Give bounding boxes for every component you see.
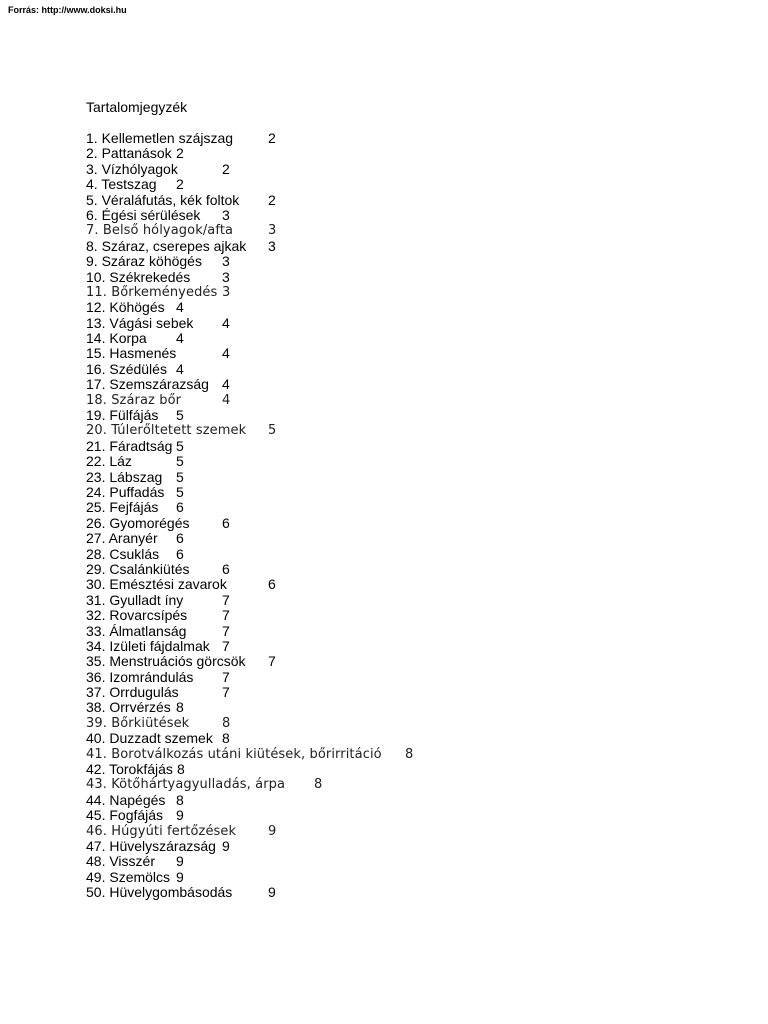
source-line: Forrás: http://www.doksi.hu [8,5,127,15]
toc-entry-label: 24. Puffadás [86,483,165,500]
toc-entry-page: 5 [176,407,184,424]
toc-entry [86,747,686,762]
toc-entry-label: 1. Kellemetlen szájszag [86,130,234,146]
toc-entry-page: 4 [176,360,184,377]
toc-entry-label: 38. Orrvérzés [86,699,171,716]
toc-entry [86,762,686,777]
toc-entry [86,639,686,654]
toc-entry [86,562,686,577]
toc-entry-label: 30. Emésztési zavarok [86,576,227,593]
toc-entry-page: 8 [222,715,231,731]
toc-entry [86,177,686,192]
toc-entry [86,593,686,608]
toc-entry-page: 9 [176,868,184,885]
toc-entry-page: 8 [222,730,230,747]
toc-entry [86,146,686,161]
toc-entry-label: 47. Hüvelyszárazság [86,837,216,854]
toc-entry-label: 42. Torokfájás [86,761,173,778]
toc-entry-page: 7 [222,668,230,685]
toc-entry-label: 49. Szemölcs [86,868,171,885]
toc-entry-page: 3 [222,268,230,285]
toc-entry-page: 7 [222,637,230,654]
toc-entry-page: 4 [176,299,184,316]
toc-entry-page: 8 [177,761,185,778]
toc-entry-label: 25. Fejfájás [86,499,159,516]
toc-entry-page: 4 [176,330,184,347]
toc-entry-label: 43. Kötőhártyagyulladás, árpa [86,777,286,793]
toc-entry-page: 5 [176,453,184,470]
toc-entry [86,454,686,469]
toc-entry [86,885,686,900]
toc-entry-label: 37. Orrdugulás [86,684,179,701]
toc-entry-page: 3 [222,253,230,270]
toc-entry-page: 8 [405,746,414,762]
toc-entry-label: 3. Vízhólyagok [86,160,178,177]
toc-list [86,131,686,901]
toc-entry-page: 9 [176,853,184,870]
toc-entry-label: 36. Izomrándulás [86,668,194,685]
toc-entry-page: 2 [222,160,230,177]
toc-entry [86,531,686,546]
toc-entry-page: 8 [176,791,184,808]
toc-entry-page: 7 [222,591,230,608]
toc-entry [86,131,686,146]
toc-entry [86,408,686,423]
toc-entry-page: 4 [222,314,230,331]
toc-entry [86,239,686,254]
toc-entry [86,516,686,531]
toc-entry-label: 50. Hüvelygombásodás [86,884,233,901]
toc-entry [86,700,686,715]
toc-entry [86,870,686,885]
toc-entry-page: 9 [268,884,276,901]
toc-entry-label: 39. Bőrkiütések [86,715,190,731]
toc-entry [86,439,686,454]
toc-entry [86,577,686,592]
toc-entry-page: 3 [222,284,231,300]
toc-entry-label: 45. Fogfájás [86,807,164,824]
toc-entry-label: 35. Menstruációs görcsök [86,653,246,670]
toc-entry-label: 29. Csalánkiütés [86,560,190,577]
toc-entry-page: 2 [268,130,276,146]
toc-entry [86,393,686,408]
toc-entry [86,162,686,177]
toc-entry-page: 3 [268,237,276,254]
toc-entry-page: 7 [222,622,230,639]
toc-entry-page: 6 [222,514,230,531]
toc-entry-page: 8 [176,699,184,716]
toc-entry [86,654,686,669]
toc-entry [86,423,686,438]
toc-entry-label: 46. Húgyúti fertőzések [86,823,237,839]
toc-entry [86,731,686,746]
toc-entry-page: 4 [222,345,230,362]
toc-entry-page: 4 [222,376,230,393]
toc-entry-label: 34. Izületi fájdalmak [86,637,210,654]
toc-entry-label: 9. Száraz köhögés [86,253,202,270]
toc-entry [86,500,686,515]
toc-entry-label: 5. Véraláfutás, kék foltok [86,191,240,208]
toc-entry-label: 32. Rovarcsípés [86,607,188,624]
toc-entry-label: 27. Aranyér [86,530,158,547]
toc-entry-page: 9 [268,823,277,839]
toc-entry-page: 7 [222,684,230,701]
toc-entry-page: 6 [222,560,230,577]
toc-entry-page: 2 [268,191,276,208]
toc-entry-label: 44. Napégés [86,791,166,808]
toc-entry-label: 14. Korpa [86,330,147,347]
toc-entry [86,223,686,238]
toc-entry-label: 12. Köhögés [86,299,165,316]
toc-entry [86,854,686,869]
toc-entry-page: 9 [176,807,184,824]
toc-entry-label: 33. Álmatlanság [86,622,187,639]
toc-entry-page: 2 [176,145,184,162]
toc-entry [86,547,686,562]
toc-entry-label: 22. Láz [86,453,132,470]
toc-entry [86,624,686,639]
toc-entry-label: 4. Testszag [86,176,157,193]
toc-entry-page: 6 [176,499,184,516]
toc-entry [86,316,686,331]
toc-entry-page: 5 [268,423,277,439]
toc-title: Tartalomjegyzék [86,99,188,115]
toc-entry [86,608,686,623]
toc-entry-page: 7 [222,607,230,624]
toc-entry-label: 28. Csuklás [86,545,160,562]
toc-entry-label: 26. Gyomorégés [86,514,190,531]
toc-entry [86,193,686,208]
toc-entry [86,377,686,392]
toc-entry-page: 2 [176,176,184,193]
toc-entry-page: 6 [176,545,184,562]
toc-entry [86,485,686,500]
toc-entry-page: 7 [268,653,276,670]
toc-entry [86,824,686,839]
toc-entry [86,777,686,792]
toc-entry [86,839,686,854]
toc-entry-label: 8. Száraz, cserepes ajkak [86,237,247,254]
toc-entry [86,346,686,361]
toc-entry-page: 4 [222,392,231,408]
toc-entry [86,270,686,285]
toc-entry [86,670,686,685]
toc-entry [86,470,686,485]
toc-entry-label: 7. Belső hólyagok/afta [86,223,234,239]
toc-entry-label: 17. Szemszárazság [86,376,209,393]
toc-entry-page: 8 [314,777,323,793]
toc-entry-label: 16. Szédülés [86,360,167,377]
toc-entry-label: 15. Hasmenés [86,345,177,362]
toc-entry-label: 13. Vágási sebek [86,314,194,331]
toc-entry-page: 5 [176,483,184,500]
toc-entry [86,716,686,731]
toc-entry-page: 6 [268,576,276,593]
toc-entry [86,208,686,223]
toc-entry-label: 21. Fáradtság [86,437,173,454]
toc-entry-page: 9 [222,837,230,854]
toc-entry-page: 3 [222,206,230,223]
toc-entry-page: 6 [176,530,184,547]
toc-entry-label: 31. Gyulladt íny [86,591,184,608]
toc-entry-label: 19. Fülfájás [86,407,159,424]
toc-entry-label: 11. Bőrkeményedés [86,284,218,300]
toc-entry [86,285,686,300]
toc-entry [86,685,686,700]
toc-entry [86,808,686,823]
toc-entry-label: 18. Száraz bőr [86,392,182,408]
toc-entry-label: 41. Borotválkozás utáni kiütések, bőrirritáció [86,746,382,762]
toc-entry-label: 20. Túlerőltetett szemek [86,423,247,439]
toc-entry [86,331,686,346]
toc-entry-label: 48. Visszér [86,853,155,870]
toc-entry-label: 6. Égési sérülések [86,206,201,223]
toc-entry-page: 3 [268,223,277,239]
toc-entry-label: 40. Duzzadt szemek [86,730,213,747]
toc-entry-page: 5 [176,437,184,454]
toc-entry-page: 5 [176,468,184,485]
toc-entry [86,300,686,315]
toc-entry [86,793,686,808]
toc-entry-label: 23. Lábszag [86,468,163,485]
toc-entry [86,254,686,269]
toc-entry-label: 2. Pattanások [86,145,172,162]
toc-entry-label: 10. Székrekedés [86,268,191,285]
toc-entry [86,362,686,377]
